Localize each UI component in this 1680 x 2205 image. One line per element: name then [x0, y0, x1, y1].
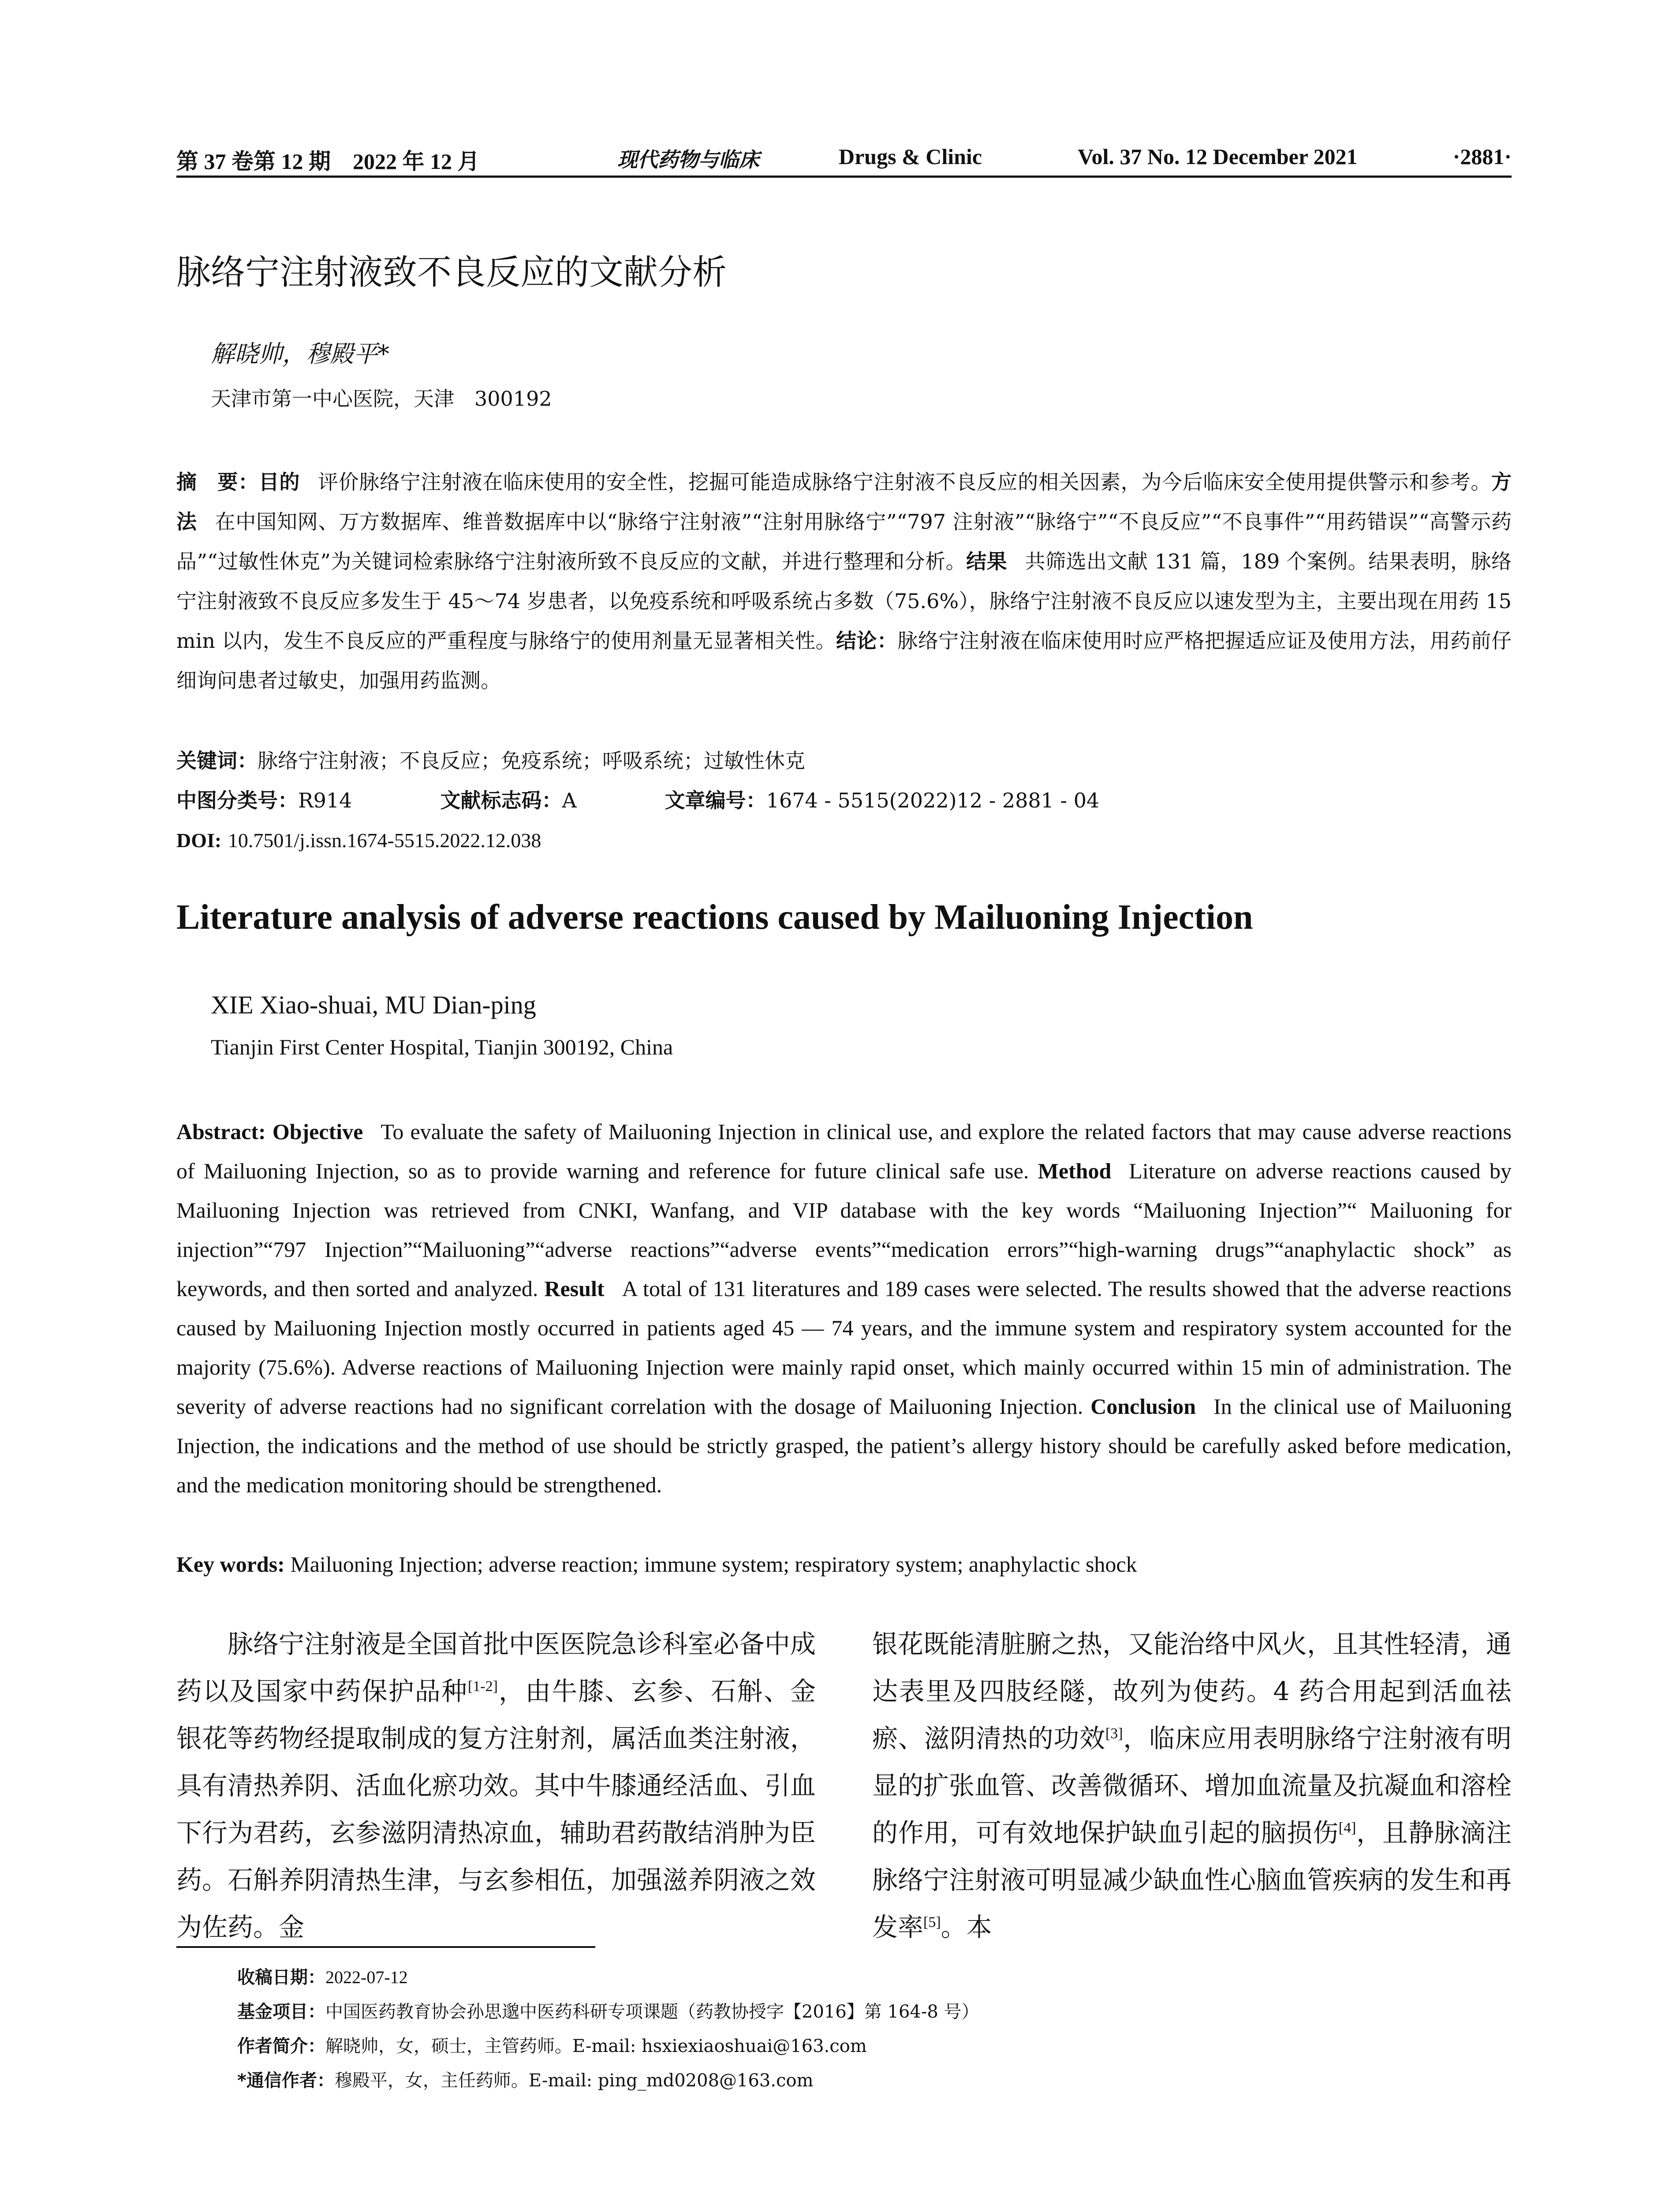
article-number-value: 1674 - 5515(2022)12 - 2881 - 04 — [766, 789, 1100, 812]
affiliation-cn: 天津市第一中心医院，天津 300192 — [211, 387, 552, 411]
footnote-divider — [176, 1946, 595, 1948]
title-cn: 脉络宁注射液致不良反应的文献分析 — [176, 253, 727, 292]
affiliation-en: Tianjin First Center Hospital, Tianjin 300192, China — [211, 1035, 673, 1059]
clc-label: 中图分类号： — [176, 789, 298, 812]
header-issue-cn: 第 37 卷第 12 期 2022 年 12 月 — [176, 149, 480, 174]
header-volume-en: Vol. 37 No. 12 December 2021 — [1078, 144, 1358, 169]
doi-line — [176, 820, 1099, 860]
keywords-en-label: Key words: — [176, 1552, 285, 1577]
keywords-en-value: Mailuoning Injection; adverse reaction; immune system; respiratory system; anaphylactic shock — [290, 1552, 1137, 1577]
corresponding-value: 穆殿平，女，主任药师。E-mail: ping_md0208@163.com — [334, 2070, 814, 2091]
clc-value: R914 — [298, 789, 352, 812]
doc-code-value: A — [562, 789, 577, 812]
abstract-en-objective: To evaluate the safety of Mailuoning Injection in clinical use, and explore the related factors that may cause adverse reactions of Mailuoning Injection, so as to provide warning and reference for future clinical safe use. — [176, 1119, 1512, 1183]
body-left-text-2: ，由牛膝、玄参、石斛、金银花等药物经提取制成的复方注射剂，属活血类注射液，具有清热养阴、活血化瘀功效。其中牛膝通经活血、引血下行为君药，玄参滋阴清热凉血，辅助君药散结消肿为臣药。石斛养阴清热生津，与玄参相伍，加强滋养阴液之效为佐药。金 — [176, 1676, 816, 1942]
citation-ref: [4] — [1338, 1820, 1356, 1836]
fund-label: 基金项目： — [237, 2002, 325, 2022]
running-header — [176, 140, 1512, 178]
body-right-text-1: 银花既能清脏腑之热，又能治络中风火，且其性轻清，通达表里及四肢经隧，故列为使药。4 药合用起到活血祛瘀、滋阴清热的功效 — [872, 1629, 1512, 1753]
citation-ref: [3] — [1105, 1725, 1123, 1742]
meta-cn — [176, 741, 1099, 860]
abstract-en-result: A total of 131 literatures and 189 cases were selected. The results showed that the adverse reactions caused by Mailuoning Injection mostly occurred in patients aged 45 — 74 years, and the immune system and respiratory system accounted for the majority (75.6%). Adverse reactions of Mailuoning Injection were mainly rapid onset, which mainly occurred within 15 min of administration. The severity of adverse reactions had no significant correlation with the dosage of Mailuoning Injection. — [176, 1276, 1512, 1419]
abstract-cn-objective: 评价脉络宁注射液在临床使用的安全性，挖掘可能造成脉络宁注射液不良反应的相关因素，为今后临床安全使用提供警示和参考。 — [317, 470, 1491, 494]
abstract-cn-conclusion-label: 结论： — [836, 629, 898, 653]
abstract-en-method: Literature on adverse reactions caused by Mailuoning Injection was retrieved from CNKI, Wanfang, and VIP database with the key words “Mailuoning Injection”“ Mailuoning for injection”“797 Injection”“Mailuoning”“adverse reactions”“adverse events”“medication errors”“high-warning drugs”“anaphylactic shock” as keywords, and then sorted and analyzed. — [176, 1159, 1512, 1301]
authors-en: XIE Xiao-shuai, MU Dian-ping — [211, 990, 536, 1019]
abstract-en-conclusion-label: Conclusion — [1090, 1394, 1196, 1419]
author-bio-value: 解晓帅，女，硕士，主管药师。E-mail: hsxiexiaoshuai@163.com — [325, 2036, 867, 2056]
abstract-en-result-label: Result — [544, 1276, 605, 1301]
doc-code-label: 文献标志码： — [440, 789, 562, 812]
abstract-en-method-label: Method — [1038, 1159, 1112, 1183]
abstract-cn-method: 在中国知网、万方数据库、维普数据库中以“脉络宁注射液”“注射用脉络宁”“797 注射液”“脉络宁”“不良反应”“不良事件”“用药错误”“高警示药品”“过敏性休克”为关键词检索脉络宁注射液所致不良反应的文献，并进行整理和分析。 — [176, 510, 1512, 573]
fund-value: 中国医药教育协会孙思邈中医药科研专项课题（药教协授字【2016】第 164-8 号） — [325, 2002, 979, 2022]
keywords-en — [176, 1551, 1512, 1577]
keywords-cn-value: 脉络宁注射液；不良反应；免疫系统；呼吸系统；过敏性休克 — [258, 749, 805, 773]
header-page-number: ·2881· — [1452, 144, 1512, 169]
body-right-text-3: ，且静脉滴注脉络宁注射液可明显减少缺血性心脑血管疾病的发生和再发率 — [872, 1818, 1512, 1942]
abstract-en-label: Abstract: Objective — [176, 1119, 363, 1144]
abstract-cn-objective-label: 目的 — [258, 470, 300, 494]
title-en: Literature analysis of adverse reactions caused by Mailuoning Injection — [176, 898, 1253, 937]
body-column-left — [176, 1621, 816, 1951]
header-journal-en: Drugs & Clinic — [839, 144, 982, 169]
body-right-text-4: 。本 — [941, 1912, 992, 1942]
keywords-cn — [176, 741, 1099, 781]
abstract-cn-method-label: 方法 — [176, 470, 1512, 534]
abstract-en — [176, 1112, 1512, 1505]
received-date: 2022-07-12 — [325, 1967, 408, 1987]
citation-ref: [1-2] — [467, 1678, 498, 1695]
abstract-cn-result-label: 结果 — [966, 549, 1008, 573]
corresponding-label: *通信作者： — [237, 2070, 335, 2091]
footnote-received — [237, 1960, 979, 1995]
header-journal-cn: 现代药物与临床 — [617, 148, 759, 172]
doi-value: 10.7501/j.issn.1674-5515.2022.12.038 — [228, 829, 541, 852]
body-left-text-1: 脉络宁注射液是全国首批中医医院急诊科室必备中成药以及国家中药保护品种 — [176, 1629, 816, 1706]
body-right-text-2: ，临床应用表明脉络宁注射液有明显的扩张血管、改善微循环、增加血流量及抗凝血和溶栓的作用，可有效地保护缺血引起的脑损伤 — [872, 1723, 1512, 1848]
abstract-cn-label: 摘 要： — [176, 470, 259, 494]
classification-line — [176, 781, 1099, 820]
citation-ref: [5] — [923, 1914, 941, 1931]
authors-cn: 解晓帅，穆殿平* — [211, 340, 389, 368]
abstract-cn-conclusion: 脉络宁注射液在临床使用时应严格把握适应证及使用方法，用药前仔细询问患者过敏史，加强用药监测。 — [176, 629, 1512, 692]
author-bio-label: 作者简介： — [237, 2036, 325, 2056]
footnote-fund — [237, 1995, 979, 2029]
article-number-label: 文章编号： — [665, 789, 766, 812]
footnotes — [237, 1960, 979, 2098]
keywords-cn-label: 关键词： — [176, 749, 258, 773]
body-column-right — [872, 1621, 1512, 1951]
abstract-cn — [176, 462, 1512, 700]
doi-label: DOI: — [176, 829, 222, 852]
footnote-author — [237, 2029, 979, 2063]
abstract-en-conclusion: In the clinical use of Mailuoning Injection, the indications and the method of use should be strictly grasped, the patient’s allergy history should be carefully asked before medication, and the medication monitoring should be strengthened. — [176, 1394, 1512, 1497]
received-label: 收稿日期： — [237, 1967, 325, 1988]
footnote-corresponding — [237, 2063, 979, 2098]
abstract-cn-result: 共筛选出文献 131 篇，189 个案例。结果表明，脉络宁注射液致不良反应多发生于 45～74 岁患者，以免疫系统和呼吸系统占多数（75.6%），脉络宁注射液不良反应以速发型为主，主要出现在用药 15 min 以内，发生不良反应的严重程度与脉络宁的使用剂量无显著相关性。 — [176, 549, 1512, 653]
